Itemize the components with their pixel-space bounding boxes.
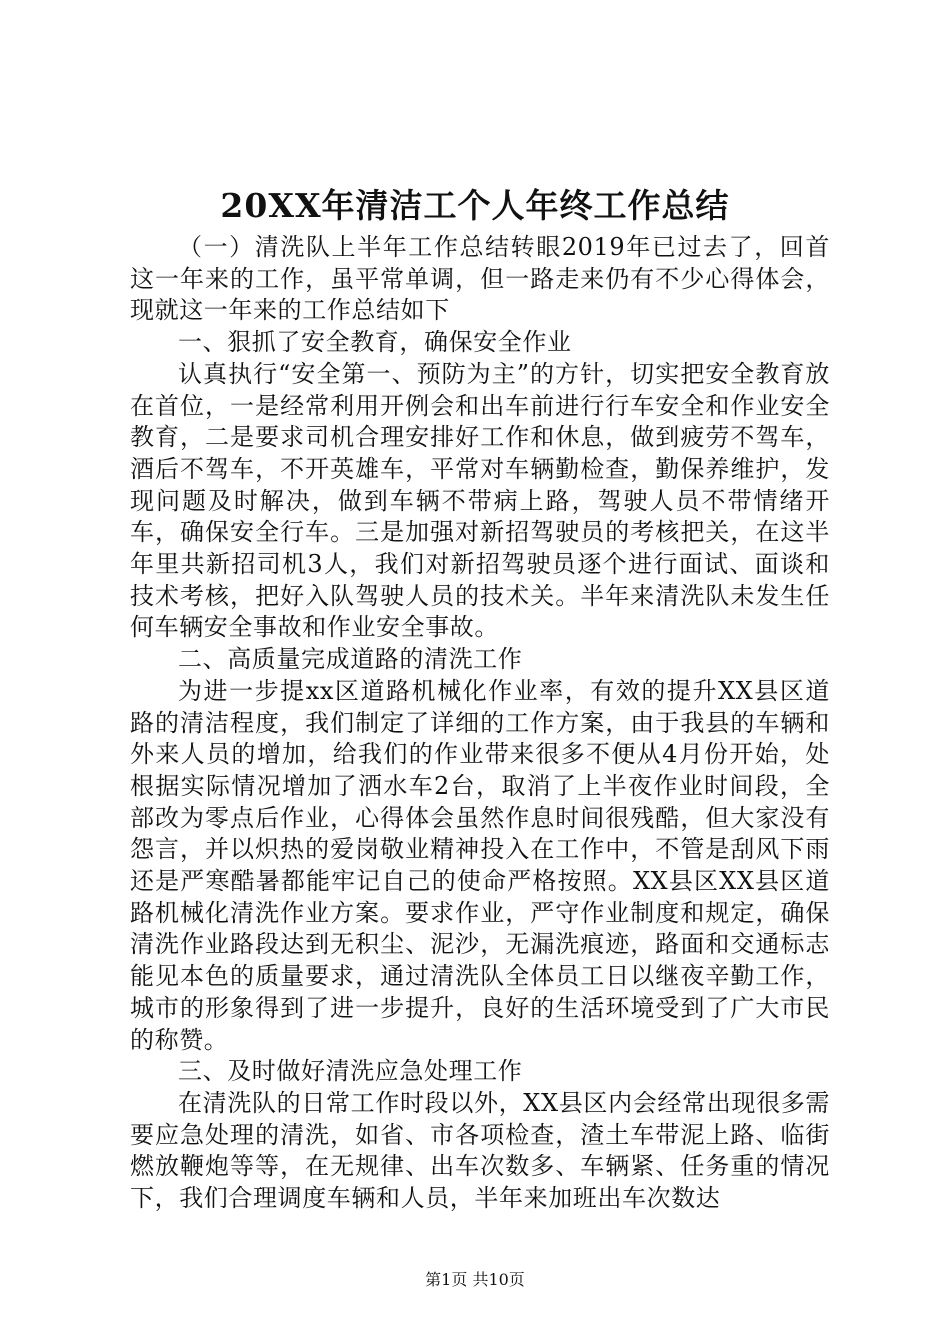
paragraph-cleaning: 为进一步提xx区道路机械化作业率，有效的提升XX县区道路的清洁程度，我们制定了详细的工作方案，由于我县的车辆和外来人员的增加，给我们的作业带来很多不便从4月份开始，处根据实际情况增加了洒水车2台，取消了上半夜作业时间段，全部改为零点后作业，心得体会虽然作息时间很残酷，但大家没有怨言，并以炽热的爱岗敬业精神投入在工作中，不管是刮风下雨还是严寒酷暑都能牢记自己的使命严格按照。XX县区XX县区道路机械化清洗作业方案。要求作业，严守作业制度和规定，确保清洗作业路段达到无积尘、泥沙，无漏洗痕迹，路面和交通标志能见本色的质量要求，通过清洗队全体员工日以继夜辛勤工作，城市的形象得到了进一步提升，良好的生活环境受到了广大市民的称赞。 bbox=[130, 676, 830, 1054]
document-title: 20XX年清洁工个人年终工作总结 bbox=[220, 186, 730, 225]
section-heading-3: 三、及时做好清洗应急处理工作 bbox=[178, 1057, 523, 1086]
paragraph-safety: 认真执行“安全第一、预防为主”的方针，切实把安全教育放在首位，一是经常利用开例会和出车前进行行车安全和作业安全教育，二是要求司机合理安排好工作和休息，做到疲劳不驾车，酒后不驾车，不开英雄车，平常对车辆勤检查，勤保养维护，发现问题及时解决，做到车辆不带病上路，驾驶人员不带情绪开车，确保安全行车。三是加强对新招驾驶员的考核把关，在这半年里共新招司机3人，我们对新招驾驶员逐个进行面试、面谈和技术考核，把好入队驾驶人员的技术关。半年来清洗队未发生任何车辆安全事故和作业安全事故。 bbox=[130, 359, 830, 642]
page-number-footer: 第1页 共10页 bbox=[425, 1270, 525, 1289]
section-heading-2: 二、高质量完成道路的清洗工作 bbox=[178, 645, 523, 674]
section-heading-1: 一、狠抓了安全教育，确保安全作业 bbox=[178, 328, 572, 357]
paragraph-intro: （一）清洗队上半年工作总结转眼2019年已过去了，回首这一年来的工作，虽平常单调，但一路走来仍有不少心得体会，现就这一年来的工作总结如下 bbox=[130, 233, 830, 325]
paragraph-emergency: 在清洗队的日常工作时段以外，XX县区内会经常出现很多需要应急处理的清洗，如省、市各项检查，渣土车带泥上路、临街燃放鞭炮等等，在无规律、出车次数多、车辆紧、任务重的情况下，我们合理调度车辆和人员，半年来加班出车次数达 bbox=[130, 1088, 830, 1213]
document-body bbox=[130, 232, 830, 1215]
